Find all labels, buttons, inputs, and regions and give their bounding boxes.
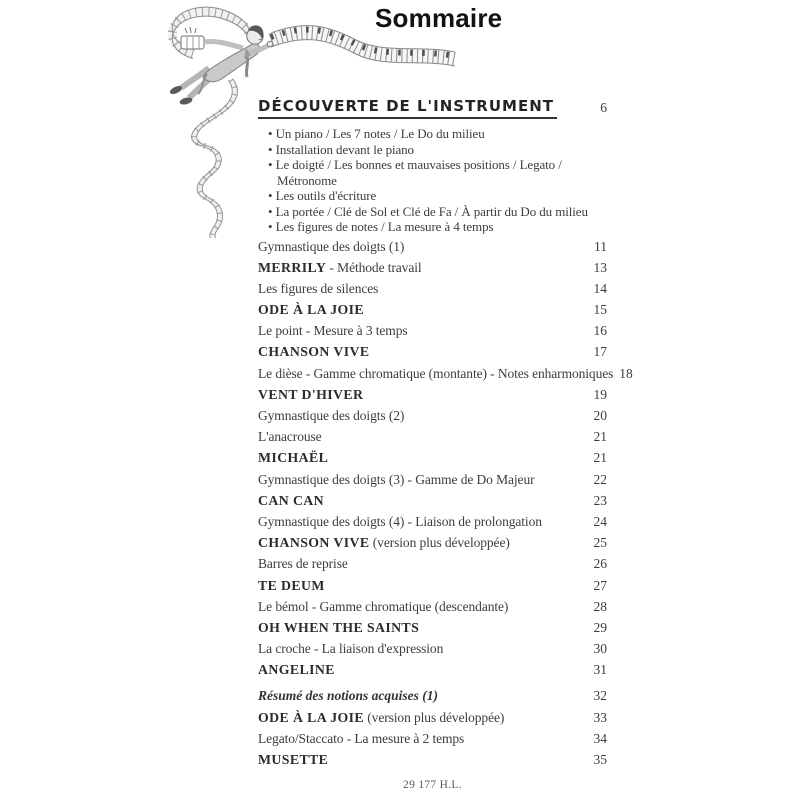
toc-page-number: 20 — [593, 408, 607, 423]
toc-entry-title: OH WHEN THE SAINTS — [258, 619, 420, 635]
toc-row — [258, 532, 607, 553]
toc-row — [258, 257, 607, 278]
bullet-list — [268, 126, 607, 235]
toc-page-number: 31 — [593, 662, 607, 678]
toc-entry-title: MERRILY — [258, 259, 327, 275]
toc-entry-italic: Résumé des notions acquises (1) — [258, 688, 439, 704]
toc-row — [258, 553, 607, 574]
toc-entry — [258, 363, 613, 384]
toc-entry-text: Le point - Mesure à 3 temps — [258, 323, 408, 339]
toc-entry — [258, 299, 364, 320]
toc-entry — [258, 405, 404, 426]
toc-entry-text: - Méthode travail — [326, 259, 422, 275]
bullet-item: • Les figures de notes / La mesure à 4 temps — [268, 219, 494, 234]
toc-entry — [258, 685, 438, 706]
toc-entry — [258, 236, 404, 257]
bullet-dot-icon: • — [268, 126, 276, 141]
scroll-loop-sketch — [172, 7, 249, 58]
toc-row — [258, 363, 633, 384]
toc-page-number: 19 — [593, 386, 607, 402]
toc-entry-text: Le dièse - Gamme chromatique (montante) - Notes enharmoniques — [258, 365, 614, 381]
toc-entry-title: ODE À LA JOIE — [258, 302, 365, 318]
toc-row — [258, 596, 607, 617]
toc-page-number: 18 — [619, 365, 633, 381]
toc-page-number: 13 — [593, 259, 607, 275]
toc-page-number: 26 — [593, 556, 607, 572]
toc-entry — [258, 617, 419, 638]
toc-entry-text: (version plus développée) — [369, 535, 510, 551]
bullet-dot-icon: • — [268, 219, 276, 234]
table-of-contents — [258, 97, 633, 770]
toc-entry — [258, 447, 328, 468]
toc-page-number: 17 — [593, 344, 607, 360]
toc-entry-text: Barres de reprise — [258, 556, 348, 572]
toc-entry — [258, 384, 363, 405]
bullet-item: • Le doigté / Les bonnes et mauvaises positions / Legato / Métronome — [268, 157, 562, 188]
toc-entry — [258, 490, 324, 511]
toc-entry-text: (version plus développée) — [364, 709, 505, 725]
toc-page-number: 35 — [593, 752, 607, 767]
toc-page-number: 11 — [594, 238, 607, 254]
toc-page-number: 32 — [593, 688, 607, 704]
toc-row — [258, 728, 607, 749]
toc-entry — [258, 320, 408, 341]
toc-entry-title: CHANSON VIVE — [258, 535, 370, 551]
toc-row — [258, 659, 607, 680]
toc-row — [258, 341, 607, 362]
toc-entry-title: CHANSON VIVE — [258, 344, 370, 360]
toc-entry-text: L'anacrouse — [258, 429, 322, 445]
toc-entry — [258, 659, 335, 680]
toc-entry — [258, 553, 348, 574]
toc-entry — [258, 575, 325, 596]
toc-page-number: 27 — [593, 577, 607, 593]
toc-entry-title: VENT D'HIVER — [258, 386, 364, 402]
toc-row — [258, 511, 607, 532]
toc-row — [258, 236, 607, 257]
toc-entry — [258, 426, 322, 447]
piano-keys-ribbon — [271, 26, 455, 66]
bullet-item: • Les outils d'écriture — [268, 188, 377, 203]
toc-entry — [258, 728, 464, 749]
toc-page-number: 29 — [593, 619, 607, 635]
toc-entry — [258, 278, 378, 299]
toc-entry — [258, 257, 422, 278]
toc-row — [258, 749, 607, 770]
toc-page-number: 15 — [593, 302, 607, 318]
toc-entry-title: TE DEUM — [258, 577, 325, 593]
toc-entry — [258, 749, 328, 770]
toc-page-number: 14 — [593, 280, 607, 296]
toc-page-number: 25 — [593, 535, 607, 551]
toc-entry-title: MICHAËL — [258, 450, 329, 466]
toc-row — [258, 426, 607, 447]
toc-entry — [258, 341, 370, 362]
toc-entry — [258, 596, 508, 617]
toc-entry-title: CAN CAN — [258, 492, 325, 508]
toc-page-number: 21 — [593, 450, 607, 466]
bullet-dot-icon: • — [268, 157, 276, 172]
toc-row — [258, 278, 607, 299]
toc-row — [258, 447, 607, 468]
toc-row — [258, 405, 607, 426]
toc-page-number: 16 — [593, 323, 607, 339]
bullet-item: • Installation devant le piano — [268, 141, 414, 157]
bullet-dot-icon: • — [268, 203, 276, 219]
toc-page-number: 23 — [593, 492, 607, 508]
toc-entry-title: ANGELINE — [258, 662, 335, 678]
section-page-number: 6 — [600, 100, 607, 115]
toc-row — [258, 469, 607, 490]
toc-page-number: 22 — [593, 471, 607, 487]
page-title: Sommaire — [375, 3, 503, 33]
toc-row — [258, 685, 607, 706]
toc-entry-text: Gymnastique des doigts (2) — [258, 408, 405, 423]
toc-row — [258, 490, 607, 511]
pianist-figure — [169, 25, 273, 105]
toc-entry — [258, 532, 510, 553]
toc-entry — [258, 638, 443, 659]
toc-page-number: 33 — [593, 709, 607, 725]
toc-row — [258, 575, 607, 596]
bullet-dot-icon: • — [268, 188, 276, 203]
bullet-item: • La portée / Clé de Sol et Clé de Fa / À partir du Do du milieu — [268, 203, 588, 219]
toc-entry-text: Gymnastique des doigts (4) - Liaison de prolongation — [258, 513, 542, 529]
toc-page-number: 28 — [593, 598, 607, 614]
bullet-dot-icon: • — [268, 141, 276, 157]
toc-entry — [258, 707, 504, 728]
toc-page-number: 24 — [593, 513, 607, 529]
toc-list — [258, 236, 633, 771]
toc-row — [258, 320, 607, 341]
bullet-item: • Un piano / Les 7 notes / Le Do du milieu — [268, 126, 485, 141]
toc-entry-text: Les figures de silences — [258, 280, 379, 296]
section-heading-row — [258, 97, 607, 119]
toc-entry-text: Legato/Staccato - La mesure à 2 temps — [258, 730, 465, 746]
toc-row — [258, 384, 607, 405]
section-heading: DÉCOUVERTE DE L'INSTRUMENT — [258, 97, 557, 119]
toc-page-number: 21 — [593, 429, 607, 445]
footer-plate-number: 29 177 H.L. — [403, 779, 462, 791]
toc-row — [258, 617, 607, 638]
toc-row — [258, 299, 607, 320]
trailing-ribbon-sketch — [192, 80, 238, 238]
toc-entry-text: Gymnastique des doigts (1) — [258, 238, 405, 254]
toc-page-number: 34 — [593, 730, 607, 746]
toc-entry — [258, 511, 542, 532]
toc-entry-text: Le bémol - Gamme chromatique (descendante) — [258, 598, 509, 614]
toc-entry-text: La croche - La liaison d'expression — [258, 641, 444, 657]
toc-entry-title: MUSETTE — [258, 752, 329, 767]
toc-row — [258, 707, 607, 728]
toc-page-number: 30 — [593, 641, 607, 657]
toc-entry-title: ODE À LA JOIE — [258, 709, 365, 725]
toc-row — [258, 638, 607, 659]
toc-entry — [258, 469, 535, 490]
toc-entry-text: Gymnastique des doigts (3) - Gamme de Do Majeur — [258, 471, 535, 487]
